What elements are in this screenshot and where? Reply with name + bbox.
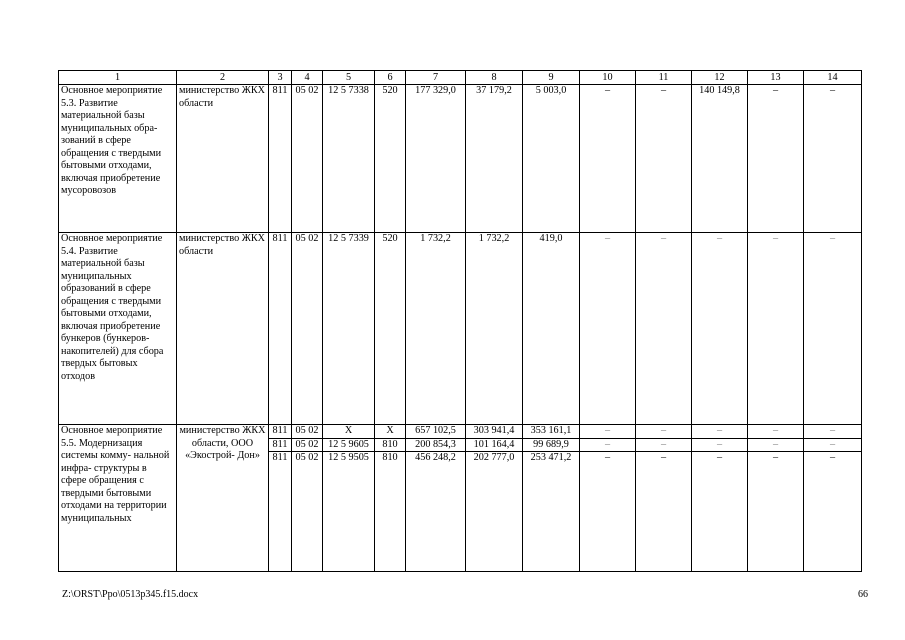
table-cell: 1 732,2 [406,233,466,425]
table-row [59,233,862,425]
table-cell: 05 02 [292,452,323,572]
table-cell: – [748,85,804,233]
table-cell: 200 854,3 [406,438,466,452]
table-cell: 5 003,0 [523,85,580,233]
activity-name: Основное мероприятие 5.5. Модернизация системы комму- нальной инфра- структуры в сфере обращения с твердыми бытовыми отходами на территории муниципальных [59,425,177,572]
header-cell: 5 [323,71,375,85]
header-cell: 6 [375,71,406,85]
executor: министерство ЖКХ области [177,233,269,425]
table-cell: 303 941,4 [466,425,523,439]
table-cell: 520 [375,233,406,425]
table-cell: – [748,425,804,439]
header-cell: 3 [269,71,292,85]
table-cell: – [692,452,748,572]
table-cell: – [804,85,862,233]
page-number: 66 [858,589,868,600]
header-cell: 11 [636,71,692,85]
table-cell: X [323,425,375,439]
table-cell: 101 164,4 [466,438,523,452]
table-cell: – [748,438,804,452]
table-cell: – [692,425,748,439]
table-cell: – [580,438,636,452]
header-cell: 2 [177,71,269,85]
table-cell: – [804,438,862,452]
table-cell: X [375,425,406,439]
table-cell: 811 [269,438,292,452]
table-cell: 657 102,5 [406,425,466,439]
table-cell: – [636,425,692,439]
executor: министерство ЖКХ области, ООО «Экострой- Дон» [177,425,269,572]
table-cell: – [580,425,636,439]
table-cell: – [804,452,862,572]
header-cell: 13 [748,71,804,85]
table-cell: – [748,452,804,572]
table-cell: 99 689,9 [523,438,580,452]
table-cell: 419,0 [523,233,580,425]
table-cell: 05 02 [292,425,323,439]
table-cell: – [580,233,636,425]
table-cell: 12 5 9605 [323,438,375,452]
table-cell: – [636,452,692,572]
header-cell: 12 [692,71,748,85]
activity-name: Основное мероприятие 5.3. Развитие материальной базы муниципальных обра- зований в сфере обращения с твердыми бытовыми отходами, включая приобретение мусоровозов [59,85,177,233]
header-row [59,71,862,85]
table-cell: 456 248,2 [406,452,466,572]
table-cell: 12 5 7338 [323,85,375,233]
table-cell: 05 02 [292,233,323,425]
table-cell: 37 179,2 [466,85,523,233]
table-cell: – [636,438,692,452]
header-cell: 7 [406,71,466,85]
table-cell: 520 [375,85,406,233]
table-cell: – [636,233,692,425]
table-cell: – [692,233,748,425]
table-cell: 202 777,0 [466,452,523,572]
table-cell: 140 149,8 [692,85,748,233]
table-cell: 253 471,2 [523,452,580,572]
table-cell: 177 329,0 [406,85,466,233]
table-row [59,85,862,233]
header-cell: 8 [466,71,523,85]
activity-name: Основное мероприятие 5.4. Развитие материальной базы муниципальных образований в сфере обращения с твердыми бытовыми отходами, включая приобретение бункеров (бункеров- накопителей) для сбора твердых бытовых отходов [59,233,177,425]
table-cell: 811 [269,85,292,233]
table-cell: – [748,233,804,425]
budget-table [58,70,862,572]
table-row [59,425,862,439]
header-cell: 1 [59,71,177,85]
executor: министерство ЖКХ области [177,85,269,233]
table-cell: – [636,85,692,233]
header-cell: 4 [292,71,323,85]
table-cell: – [804,233,862,425]
header-cell: 14 [804,71,862,85]
table-cell: 05 02 [292,438,323,452]
table-cell: 05 02 [292,85,323,233]
table-cell: 1 732,2 [466,233,523,425]
table-cell: 811 [269,233,292,425]
table-cell: 12 5 7339 [323,233,375,425]
table-cell: – [580,85,636,233]
table-cell: 353 161,1 [523,425,580,439]
table-cell: – [580,452,636,572]
table-cell: – [692,438,748,452]
table-cell: – [804,425,862,439]
table-cell: 811 [269,452,292,572]
header-cell: 9 [523,71,580,85]
table-cell: 810 [375,452,406,572]
table-cell: 12 5 9505 [323,452,375,572]
table-cell: 810 [375,438,406,452]
header-cell: 10 [580,71,636,85]
table-cell: 811 [269,425,292,439]
file-path: Z:\ORST\Ppo\0513p345.f15.docx [62,589,199,600]
